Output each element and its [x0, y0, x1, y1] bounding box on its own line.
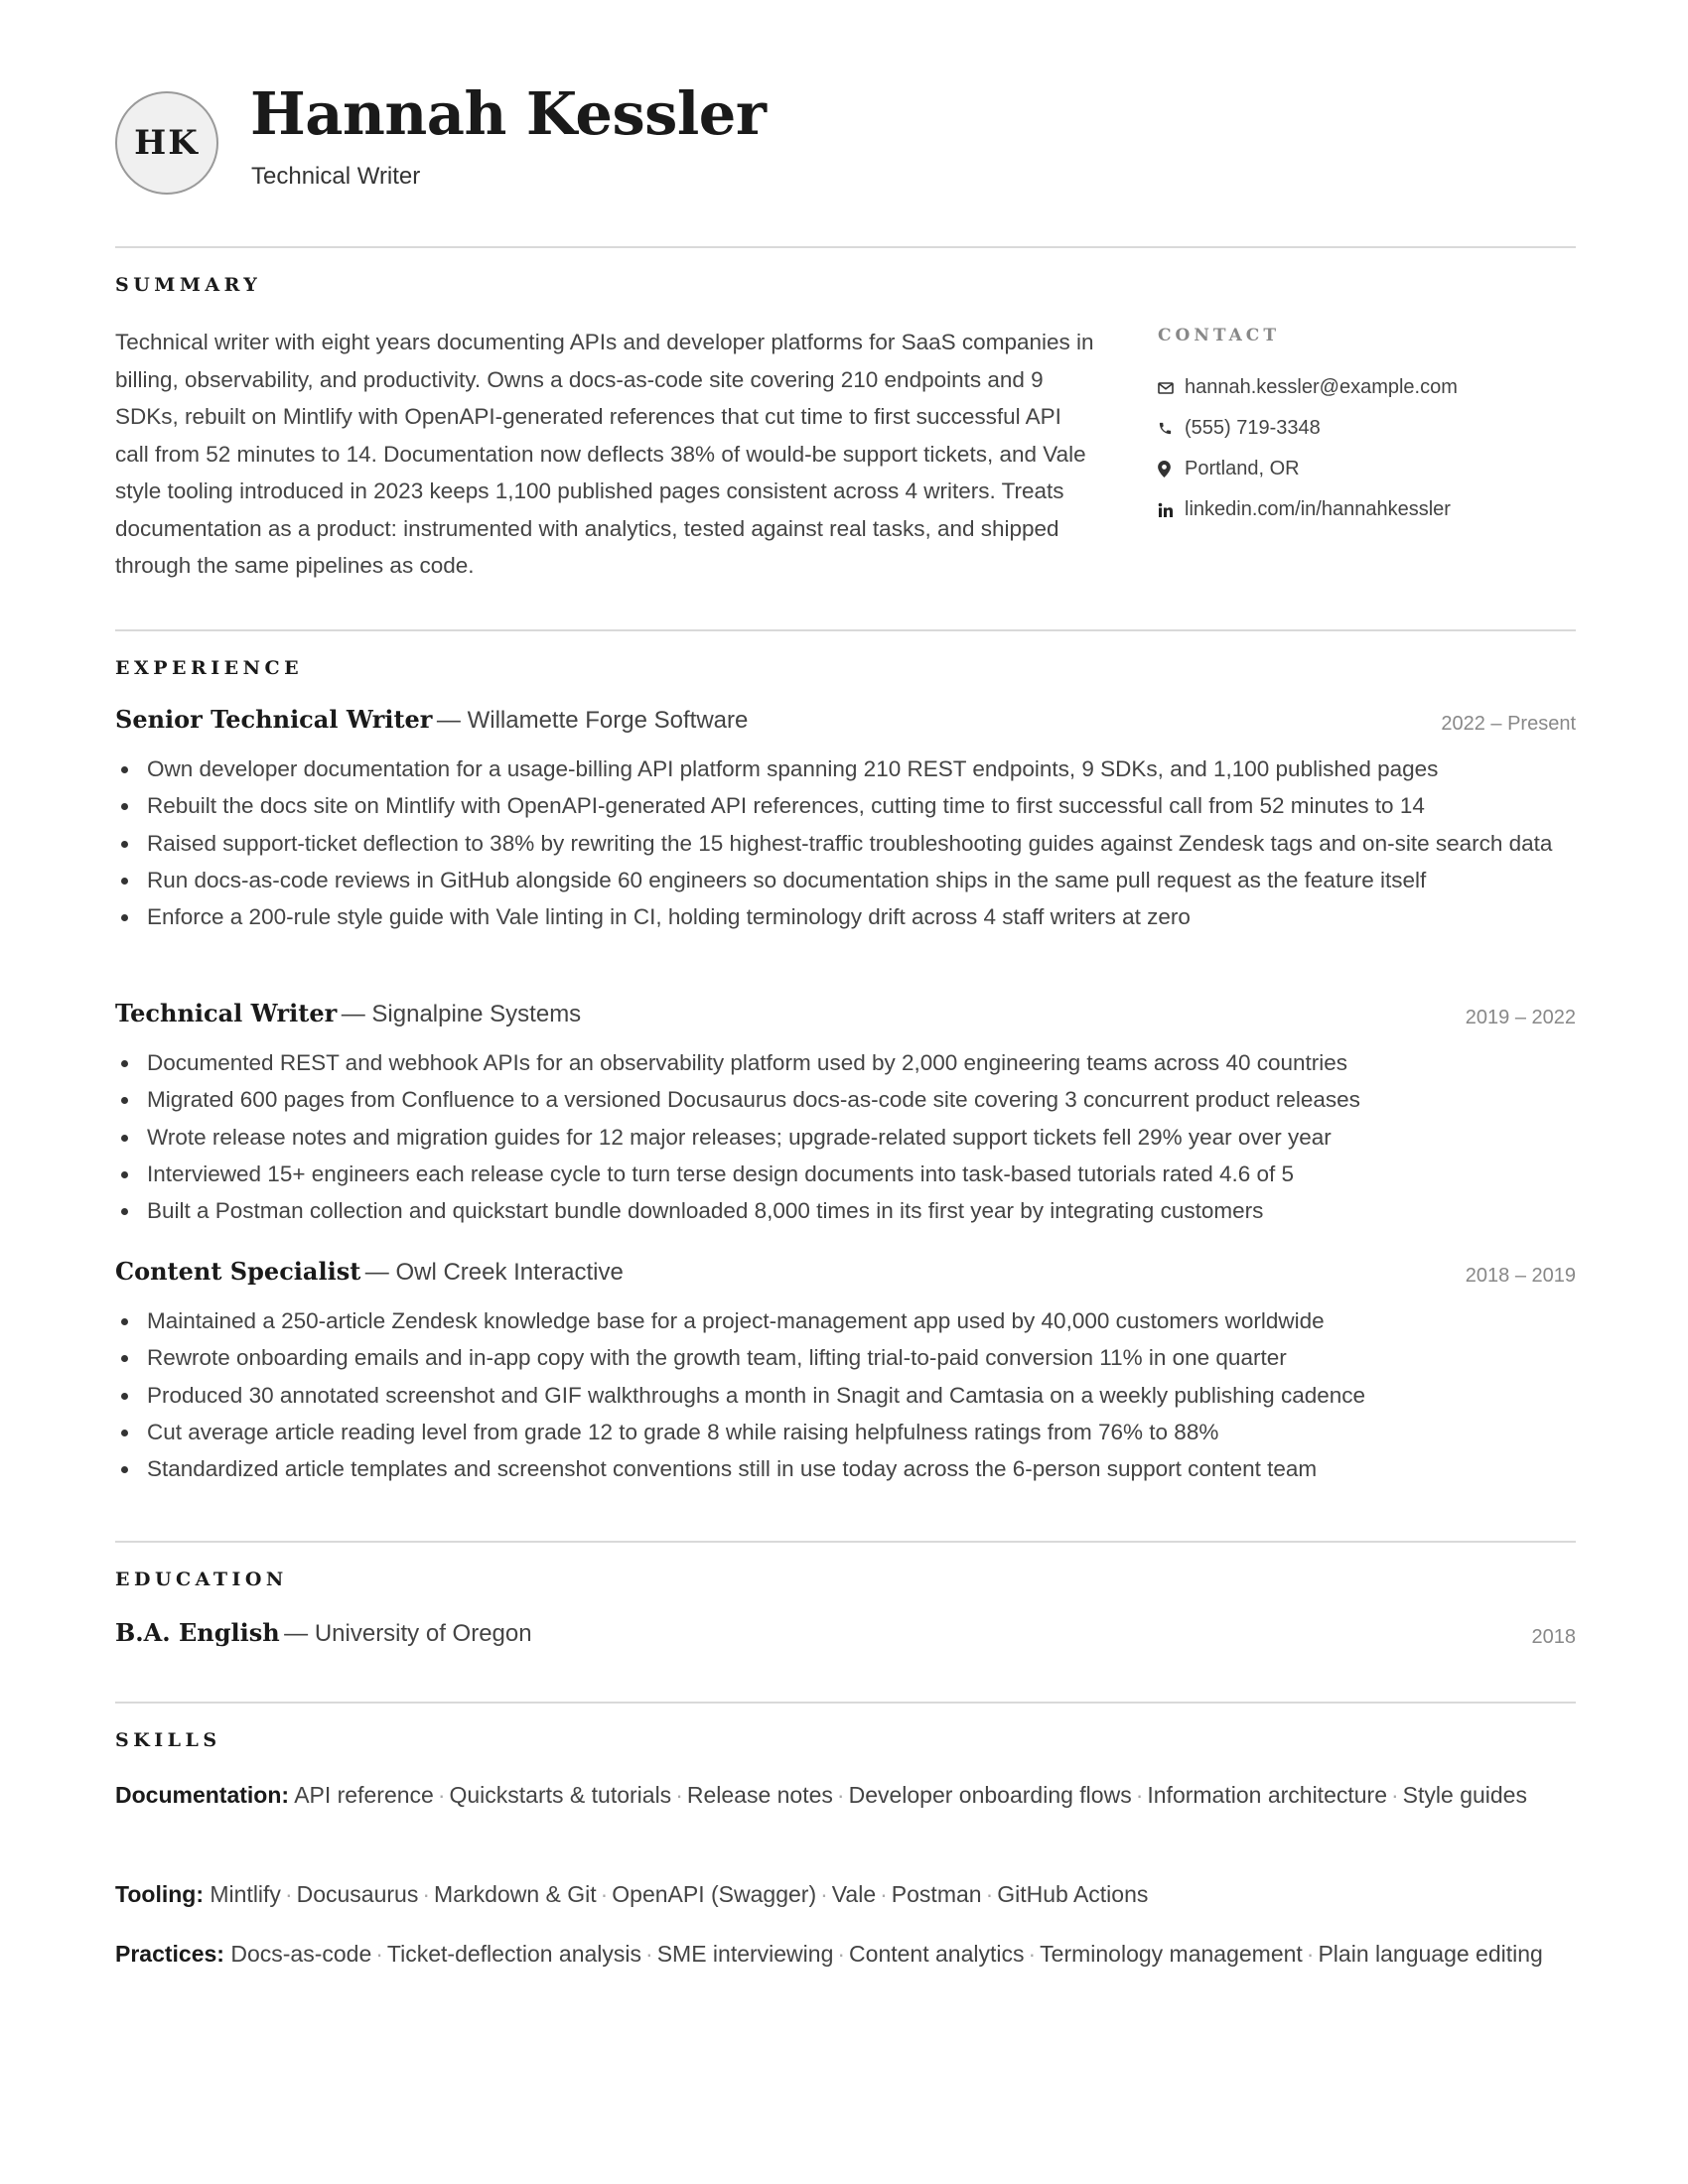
education-heading: EDUCATION: [115, 1569, 288, 1590]
separator-dot: ·: [1391, 1782, 1399, 1808]
skill-item: API reference: [294, 1782, 434, 1808]
summary-heading: SUMMARY: [115, 274, 262, 296]
education-entry: [115, 1618, 1576, 1652]
contact-linkedin-text: linkedin.com/in/hannahkessler: [1185, 498, 1451, 520]
graduation-year: 2018: [1531, 1626, 1576, 1648]
separator-dot: ·: [1028, 1941, 1037, 1967]
separator-dot: ·: [880, 1881, 888, 1907]
list-item: Maintained a 250-article Zendesk knowledge base for a project-management app used by 40,000 customers worldwide: [115, 1302, 1576, 1339]
list-item: Rewrote onboarding emails and in-app copy with the growth team, lifting trial-to-paid conversion 11% in one quarter: [115, 1339, 1576, 1376]
education-separator: —: [284, 1620, 315, 1647]
skill-item: Ticket-deflection analysis: [386, 1941, 642, 1967]
skill-item: Quickstarts & tutorials: [449, 1782, 672, 1808]
skill-item: Content analytics: [849, 1941, 1025, 1967]
job-header: [115, 705, 1576, 739]
list-item: Produced 30 annotated screenshot and GIF walkthroughs a month in Snagit and Camtasia on a weekly publishing cadence: [115, 1377, 1576, 1414]
job-title: Senior Technical Writer: [115, 705, 433, 734]
resume-page: [115, 0, 1576, 2184]
summary-text: Technical writer with eight years documenting APIs and developer platforms for SaaS companies in billing, observability, and productivity. Owns a docs-as-code site covering 210 endpoints and 9 SDKs, rebuilt on Mintlify with OpenAPI-generated references that cut time to first successful API call from 52 minutes to 14. Documentation now deflects 38% of would-be support tickets, and Vale style tooling introduced in 2023 keeps 1,100 published pages consistent across 4 writers. Treats documentation as a product: instrumented with analytics, tested against real tasks, and shipped through the same pipelines as code.: [115, 330, 1094, 578]
skill-item: Developer onboarding flows: [848, 1782, 1132, 1808]
skills-heading: SKILLS: [115, 1729, 221, 1751]
skill-item: Postman: [891, 1881, 982, 1907]
list-item: Migrated 600 pages from Confluence to a versioned Docusaurus docs-as-code site covering 3 concurrent product releases: [115, 1081, 1576, 1118]
job-bullets: [115, 1302, 1576, 1487]
job-title: Content Specialist: [115, 1257, 361, 1286]
skill-item: Mintlify: [210, 1881, 281, 1907]
contact-linkedin[interactable]: [1158, 489, 1576, 530]
job-dates: 2019 – 2022: [1465, 1007, 1576, 1028]
separator-dot: ·: [1135, 1782, 1144, 1808]
skill-item: Docs-as-code: [230, 1941, 372, 1967]
job-separator: —: [364, 1259, 396, 1286]
linkedin-icon: [1158, 500, 1185, 520]
skill-item: OpenAPI (Swagger): [612, 1881, 817, 1907]
separator-dot: ·: [375, 1941, 383, 1967]
list-item: Interviewed 15+ engineers each release cycle to turn terse design documents into task-based tutorials rated 4.6 of 5: [115, 1156, 1576, 1192]
skill-item: Style guides: [1402, 1782, 1527, 1808]
skill-group-label: Tooling:: [115, 1881, 204, 1907]
list-item: Rebuilt the docs site on Mintlify with OpenAPI-generated API references, cutting time to first successful call from 52 minutes to 14: [115, 787, 1576, 824]
divider: [115, 629, 1576, 631]
contact-location-text: Portland, OR: [1185, 458, 1300, 479]
contact-phone-text: (555) 719-3348: [1185, 417, 1321, 439]
skill-item: Terminology management: [1040, 1941, 1303, 1967]
job-entry: [115, 999, 1576, 1229]
job-entry: [115, 1257, 1576, 1487]
separator-dot: ·: [645, 1941, 653, 1967]
skill-group-documentation: [115, 1777, 1576, 1815]
skill-item: Markdown & Git: [434, 1881, 597, 1907]
job-header: [115, 1257, 1576, 1291]
job-header: [115, 999, 1576, 1032]
list-item: Own developer documentation for a usage-billing API platform spanning 210 REST endpoints, 9 SDKs, and 1,100 published pages: [115, 751, 1576, 787]
list-item: Enforce a 200-rule style guide with Vale linting in CI, holding terminology drift across 4 staff writers at zero: [115, 898, 1576, 935]
skill-item: Docusaurus: [296, 1881, 419, 1907]
job-bullets: [115, 1044, 1576, 1229]
separator-dot: ·: [820, 1881, 828, 1907]
list-item: Wrote release notes and migration guides for 12 major releases; upgrade-related support tickets fell 29% year over year: [115, 1119, 1576, 1156]
list-item: Standardized article templates and screenshot conventions still in use today across the 6-person support content team: [115, 1450, 1576, 1487]
separator-dot: ·: [836, 1782, 845, 1808]
skill-item: Plain language editing: [1318, 1941, 1543, 1967]
job-dates: 2022 – Present: [1441, 713, 1576, 735]
skill-group-label: Documentation:: [115, 1782, 290, 1808]
location-pin-icon: [1158, 460, 1185, 479]
list-item: Run docs-as-code reviews in GitHub alongside 60 engineers so documentation ships in the same pull request as the feature itself: [115, 862, 1576, 898]
skill-item: Vale: [831, 1881, 877, 1907]
phone-icon: [1158, 419, 1185, 439]
separator-dot: ·: [675, 1782, 683, 1808]
separator-dot: ·: [1306, 1941, 1315, 1967]
separator-dot: ·: [600, 1881, 609, 1907]
separator-dot: ·: [284, 1881, 293, 1907]
separator-dot: ·: [437, 1782, 446, 1808]
job-title: Technical Writer: [115, 999, 338, 1027]
experience-heading: EXPERIENCE: [115, 657, 304, 679]
job-entry: [115, 705, 1576, 935]
contact-phone[interactable]: [1158, 408, 1576, 449]
list-item: Built a Postman collection and quickstart bundle downloaded 8,000 times in its first year by integrating customers: [115, 1192, 1576, 1229]
contact-block: [1158, 326, 1576, 530]
skill-item: Information architecture: [1147, 1782, 1387, 1808]
divider: [115, 1702, 1576, 1704]
education-header: [115, 1618, 1576, 1652]
job-separator: —: [436, 707, 468, 734]
job-company: Owl Creek Interactive: [395, 1259, 624, 1286]
contact-location: [1158, 449, 1576, 489]
degree: B.A. English: [115, 1618, 280, 1647]
skill-item: GitHub Actions: [997, 1881, 1149, 1907]
avatar: HK: [115, 91, 218, 195]
job-company: Signalpine Systems: [371, 1001, 582, 1027]
job-separator: —: [341, 1001, 372, 1027]
contact-email[interactable]: [1158, 367, 1576, 408]
list-item: Documented REST and webhook APIs for an observability platform used by 2,000 engineering teams across 40 countries: [115, 1044, 1576, 1081]
separator-dot: ·: [985, 1881, 994, 1907]
skill-item: Release notes: [686, 1782, 833, 1808]
skill-group-tooling: [115, 1876, 1576, 1914]
candidate-role: Technical Writer: [251, 163, 421, 190]
list-item: Raised support-ticket deflection to 38% by rewriting the 15 highest-traffic troubleshooting guides against Zendesk tags and on-site search data: [115, 825, 1576, 862]
skill-item: SME interviewing: [656, 1941, 834, 1967]
contact-heading: CONTACT: [1158, 326, 1280, 345]
separator-dot: ·: [837, 1941, 846, 1967]
resume-header: [115, 79, 1576, 201]
job-company: Willamette Forge Software: [467, 707, 749, 734]
divider: [115, 1541, 1576, 1543]
divider: [115, 246, 1576, 248]
job-dates: 2018 – 2019: [1465, 1265, 1576, 1287]
skill-group-label: Practices:: [115, 1941, 224, 1967]
skill-group-practices: [115, 1936, 1576, 1974]
job-bullets: [115, 751, 1576, 935]
list-item: Cut average article reading level from grade 12 to grade 8 while raising helpfulness ratings from 76% to 88%: [115, 1414, 1576, 1450]
school: University of Oregon: [314, 1620, 532, 1647]
contact-email-text: hannah.kessler@example.com: [1185, 376, 1458, 398]
mail-icon: [1158, 378, 1185, 398]
candidate-name: Hannah Kessler: [250, 79, 767, 148]
separator-dot: ·: [422, 1881, 431, 1907]
